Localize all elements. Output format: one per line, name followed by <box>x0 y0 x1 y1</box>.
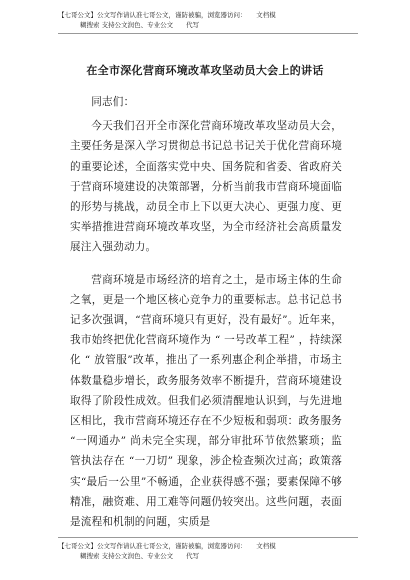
header-rule <box>58 33 358 34</box>
paragraph-1: 今天我们召开全市深化营商环境改革攻坚动员大会，主要任务是深入学习贯彻总书记总书记关于优化营商环境的重要论述，全面落实党中央、国务院和省委、省政府关于营商环境建设的决策部署，分析当前我市营商环境面临的形势与挑战，动员全市上下以更大决心、更强力度、更实举措推进营商环境改革攻坚，为全市经济社会高质量发展注入强劲动力。 <box>70 120 342 254</box>
footer-line-2: 糊搜索 支持公文润色、专业公文 代写 <box>80 552 200 560</box>
document-title: 在全市深化营商环境改革攻坚动员大会上的讲话 <box>86 64 324 77</box>
document-body <box>70 92 342 532</box>
page-footer <box>58 541 358 561</box>
page-header <box>58 10 358 30</box>
footer-rule <box>58 537 358 538</box>
header-line-2: 糊搜索 支持公文润色、专业公文 代写 <box>80 21 200 29</box>
paragraph-2: 营商环境是市场经济的培育之土，是市场主体的生命之氧，更是一个地区核心竞争力的重要标志。总书记总书记多次强调，“营商环境只有更好，没有最好”。近年来，我市始终把优化营商环境作为 “ 一号改革工程” ，持续深化 “ 放管服”改革，推出了一系列惠企利企举措，市场主体数量稳步增长，政务服务效率不断提升，营商环境建设取得了阶段性成效。但我们必须清醒地认识到，与先进地区相比，我市营商环境还存在不少短板和弱项：政务服务 “一网通办” 尚未完全实现，部分审批环节依然繁琐；监管执法存在 “一刀切” 现象，涉企检查频次过高；政策落实“最后一公里”不畅通，企业获得感不强；要素保障不够精准，融资难、用工难等问题仍较突出。这些问题，表面是流程和机制的问题，实质是 <box>70 273 342 529</box>
header-line-1: 【七哥公文】公文写作请认准七哥公文，谨防被骗，浏览器访问： 文档模 <box>58 11 276 19</box>
salutation: 同志们： <box>91 96 135 108</box>
footer-line-1: 【七哥公文】公文写作请认准七哥公文，谨防被骗，浏览器访问： 文档模 <box>58 542 276 550</box>
